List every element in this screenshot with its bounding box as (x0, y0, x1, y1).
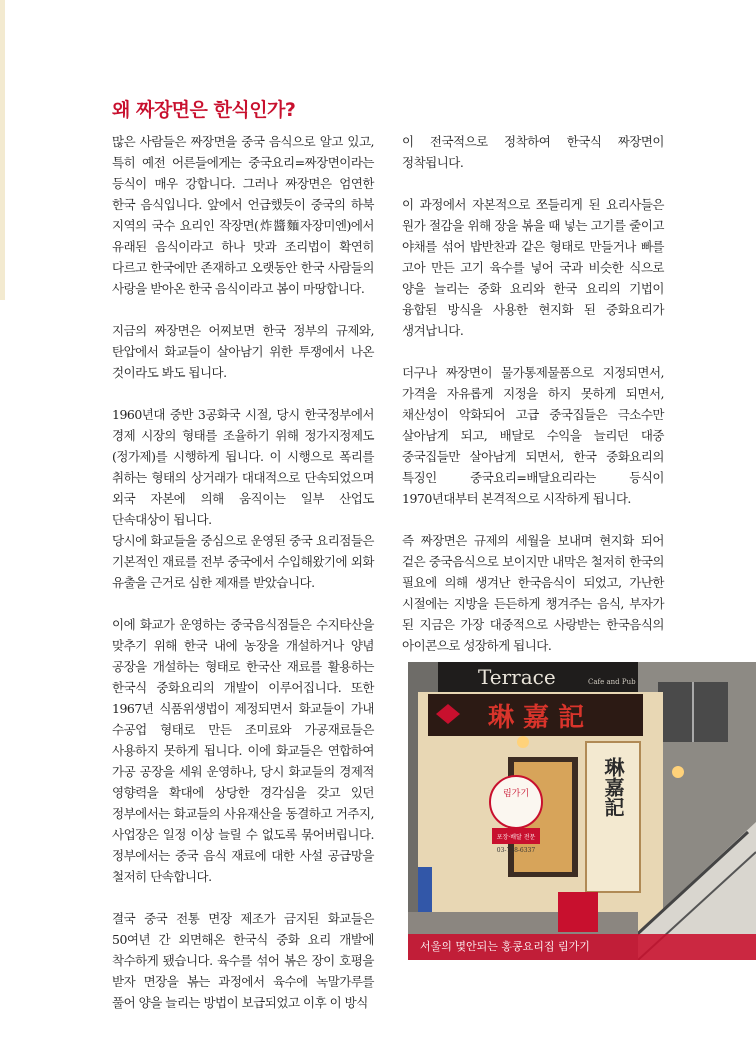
restaurant-photo (408, 662, 756, 960)
round-sign-line2: 03-738-6337 (496, 847, 536, 854)
paragraph: 이 전국적으로 정착하여 한국식 짜장면이 정착됩니다. (402, 134, 664, 170)
paragraph: 1960년대 중반 3공화국 시절, 당시 한국정부에서 경제 시장의 형태를 조율하기 위해 정가지정제도(정가제)를 시행하게 됩니다. 이 시행으로 폭리를 취하는 형태의 상거래가 대대적으로 단속되었으며 외국 자본에 의해 움직이는 일부 산업도 단속대상이 됩니다. (112, 407, 374, 527)
paragraph: 즉 짜장면은 규제의 세월을 보내며 현지화 되어 겉은 중국음식으로 보이지만 내막은 철저히 한국의 필요에 의해 생겨난 한국음식이 되었고, 가난한 시절에는 지방을 든든하게 챙겨주는 음식, 부자가 된 지금은 가장 대중적으로 사랑받는 한국음식의 아이콘으로 성장하게 됩니다. (402, 533, 664, 653)
paragraph: 결국 중국 전통 면장 제조가 금지된 화교들은 50여년 간 외면해온 한국식 중화 요리 개발에 착수하게 됐습니다. 육수를 섞어 볶은 장이 호평을 받자 면장을 볶는 과정에서 육수에 녹말가루를 풀어 양을 늘리는 방법이 보급되었고 이후 이 방식 (112, 911, 374, 1010)
paragraph: 이에 화교가 운영하는 중국음식점들은 수지타산을 맞추기 위해 한국 내에 농장을 개설하거나 양념 공장을 개설하는 형태로 한국산 재료를 활용하는 한국식 중화요리의 개발이 이루어집니다. 또한 1967년 식품위생법이 제정되면서 화교들이 가내 수공업 형태로 만든 조미료와 가공재료들은 사용하지 못하게 됩니다. 이에 화교들은 연합하여 가공 공장을 세워 운영하나, 당시 화교들의 경제적 영향력을 확대에 상당한 경각심을 갖고 있던 정부에서는 화교들의 사유재산을 동결하고 거주지, 사업장은 일정 이상 늘릴 수 없도록 묶어버립니다. 정부에서는 중국 음식 재료에 대한 사설 공급망을 철저히 단속합니다. (112, 617, 374, 884)
page-edge-bar (0, 0, 5, 300)
terrace-sign-sub: Cafe and Pub (588, 678, 636, 686)
paragraph: 이 과정에서 자본적으로 쪼들리게 된 요리사들은 원가 절감을 위해 장을 볶을 때 넣는 고기를 줄이고 야채를 섞어 밥반찬과 같은 형태로 만들거나 빠를 고아 만든 고기 육수를 넣어 국과 비슷한 식으로 양을 늘리는 중화 요리와 한국 요리의 기법이 융합된 방식을 사용한 현지화 된 중화요리가 생겨납니다. (402, 197, 664, 338)
storefront-illustration (408, 662, 756, 960)
round-sign-line1: 포장·배달 전문 (496, 834, 536, 841)
paragraph: 더구나 짜장면이 물가통제물품으로 지정되면서, 가격을 자유롭게 지정을 하지 못하게 되면서, 채산성이 악화되어 고급 중국집들은 극소수만 살아남게 되고, 배달로 수익을 늘리던 대중 중국집들만 살아남게 되면서, 한국 중화요리의 특징인 중국요리=배달요리라는 등식이 1970년대부터 본격적으로 시작하게 됩니다. (402, 365, 664, 506)
paragraph: 많은 사람들은 짜장면을 중국 음식으로 알고 있고, 특히 예전 어른들에게는 중국요리=짜장면이라는 등식이 매우 강합니다. 그러나 짜장면은 엄연한 한국 음식입니다. 앞에서 언급했듯이 중국의 하북 지역의 국수 요리인 작장면(炸醬麵자장미엔)에서 유래된 음식이라고 하나 맛과 조리법이 확연히 다르고 한국에만 존재하고 오랫동안 한국 사람들의 사랑을 받아온 한국 음식이라고 봄이 마땅합니다. (112, 134, 374, 296)
paragraph: 지금의 짜장면은 어찌보면 한국 정부의 규제와, 탄압에서 화교들이 살아남기 위한 투쟁에서 나온 것이라도 봐도 됩니다. (112, 323, 374, 380)
main-sign: 琳 嘉 記 (488, 703, 585, 733)
article-heading: 왜 짜장면은 한식인가? (112, 99, 296, 121)
vertical-sign: 琳嘉記 (601, 757, 625, 817)
photo-caption: 서울의 몇안되는 홍콩요리집 림가기 (408, 934, 756, 960)
paragraph: 당시에 화교들을 중심으로 운영된 중국 요리점들은 기본적인 재료를 전부 중국에서 수입해왔기에 외화 유출을 근거로 심한 제재를 받았습니다. (112, 533, 374, 590)
round-sign-brand: 림가기 (502, 789, 530, 799)
right-column (402, 131, 664, 677)
left-column (112, 131, 374, 1034)
terrace-sign: Terrace (478, 665, 556, 689)
